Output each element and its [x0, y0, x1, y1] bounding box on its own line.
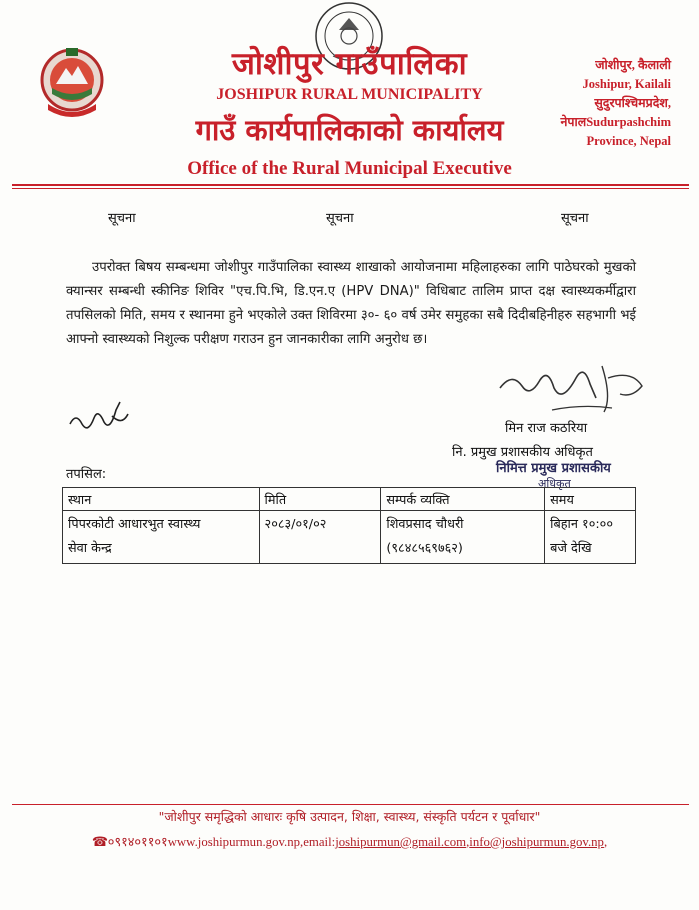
office-title-english: Office of the Rural Municipal Executive [187, 158, 512, 179]
address-line: नेपालSudurpashchim [560, 115, 671, 129]
cell-date: २०८३/०१/०२ [259, 511, 381, 564]
address-line: Province, Nepal [586, 134, 671, 148]
website-link[interactable]: www.joshipurmun.gov.np,email: [167, 835, 336, 849]
time-line: बिहान १०:०० [550, 517, 613, 532]
notice-heading-right: सूचना [561, 211, 589, 226]
header-divider-thin [12, 188, 689, 189]
notice-heading-left: सूचना [108, 211, 136, 226]
contact-name: शिवप्रसाद चौधरी [386, 517, 464, 532]
notice-body: उपरोक्त बिषय सम्बन्धमा जोशीपुर गाउँपालिका स्वास्थ्य शाखाको आयोजनामा महिलाहरुका लागि पाठेघरको मुखको क्यान्सर सम्बन्धी स्कीनिङ शिविर "एच.पि.भि, डि.एन.ए (HPV DNA)" विधिबाट तालिम प्राप्त दक्ष स्वास्थ्यकर्मीद्वारा तपसिलको मिति, समय र स्थानमा हुने भएकोले उक्त शिविरमा ३०- ६० वर्ष उमेर समुहका सबै दिदीबहिनीहरु सहभागी भई आफ्नो स्वास्थ्यको निशुल्क परीक्षण गराउन हुन जानकारीका लागि अनुरोध छ। [66, 260, 636, 347]
address-line: Joshipur, Kailali [582, 77, 671, 91]
office-address [521, 56, 671, 151]
schedule-label: तपसिल: [66, 467, 107, 482]
column-header-date: मिति [259, 488, 381, 511]
footer-motto: "जोशीपुर समृद्धिको आधारः कृषि उत्पादन, शिक्षा, स्वास्थ्य, संस्कृति पर्यटन र पूर्वाधार" [158, 809, 541, 824]
address-line: सुदुरपश्चिमप्रदेश, [594, 96, 671, 110]
municipality-title-english: JOSHIPUR RURAL MUNICIPALITY [216, 86, 483, 103]
footer-divider [12, 804, 689, 805]
schedule-table [62, 487, 636, 564]
cell-place [63, 511, 260, 564]
column-header-place: स्थान [63, 488, 260, 511]
office-title-nepali: गाउँ कार्यपालिकाको कार्यालय [195, 113, 504, 147]
email-link[interactable]: joshipurmun@gmail.com [335, 835, 467, 849]
stamp-text: अधिकृत [538, 477, 571, 490]
footer-contact [0, 832, 699, 850]
table-header-row [63, 488, 636, 511]
column-header-time: समय [545, 488, 636, 511]
cell-contact [381, 511, 545, 564]
header-divider [12, 184, 689, 186]
initials-signature-icon [66, 396, 132, 436]
separator: , [603, 835, 608, 849]
time-line: बजे देखि [550, 541, 592, 556]
email-link[interactable]: info@joshipurmun.gov.np [469, 835, 604, 849]
signatory-name: मिन राज कठरिया [505, 421, 588, 436]
column-header-contact: सम्पर्क व्यक्ति [381, 488, 545, 511]
signatory-title: नि. प्रमुख प्रशासकीय अधिकृत [452, 445, 593, 460]
separator: , [466, 835, 470, 849]
place-line: सेवा केन्द्र [68, 541, 112, 556]
table-row [63, 511, 636, 564]
place-line: पिपरकोटी आधारभुत स्वास्थ्य [68, 517, 201, 532]
phone-number: ☎०९१४०११०१ [91, 835, 168, 849]
contact-phone: (९८४८५६९७६२) [386, 541, 463, 556]
municipality-title-nepali: जोशीपुर गाउँपालिका [231, 46, 468, 82]
notice-heading-center: सूचना [326, 211, 354, 226]
stamp-text: निमित्त प्रमुख प्रशासकीय [496, 461, 611, 476]
cell-time [545, 511, 636, 564]
address-line: जोशीपुर, कैलाली [595, 58, 671, 72]
